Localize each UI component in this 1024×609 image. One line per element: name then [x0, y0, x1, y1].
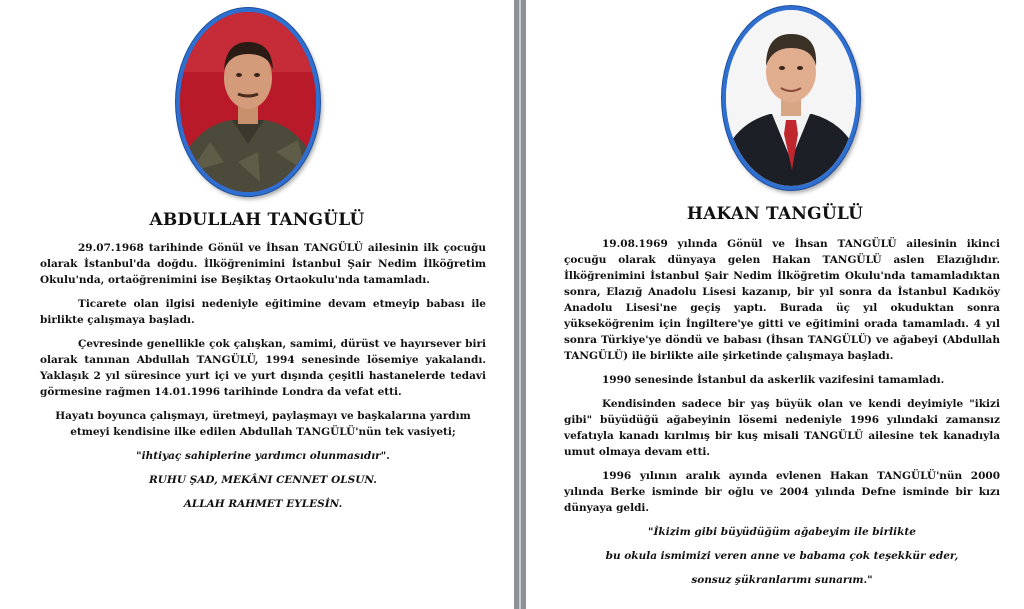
abdullah-prayer-2: ALLAH RAHMET EYLESİN.: [183, 498, 343, 510]
hakan-portrait-photo: [722, 6, 860, 190]
hakan-quote-line-1: "İkizim gibi büyüdüğüm ağabeyim ile birlikte: [648, 526, 916, 538]
hakan-bio-paragraph-2: 1990 senesinde İstanbul da askerlik vazifesini tamamladı.: [602, 374, 945, 386]
abdullah-will-quote: "ihtiyaç sahiplerine yardımcı olunmasıdır".: [136, 450, 390, 462]
hakan-bio-paragraph-4: 1996 yılının aralık ayında evlenen Hakan TANGÜLÜ'nün 2000 yılında Berke isminde bir oğlu ve 2004 yılında Defne isminde bir kızı dünyaya geldi.: [564, 470, 1000, 514]
hakan-bio-paragraph-1: 19.08.1969 yılında Gönül ve İhsan TANGÜLÜ ailesinin ikinci çocuğu olarak dünyaya gelen Hakan TANGÜLÜ aslen Elazığlıdır. İlköğrenimini İstanbul Şair Nedim İlköğretim Okulu'nda tamamladıktan sonra, Elazığ Anadolu Lisesi kazanıp, bir yıl sonra da İstanbul Kadıköy Anadolu Lisesi'ne geçiş yaptı. Burada üç yıl okuduktan sonra yükseköğrenim için İngiltere'ye gitti ve eğitimini orada tamamladı. 4 yıl sonra Türkiye'ye döndü ve babası (İhsan TANGÜLÜ) ve ağabeyi (Abdullah TANGÜLÜ) ile birlikte aile şirketinde çalışmaya başladı.: [564, 238, 1000, 362]
abdullah-prayer-1: RUHU ŞAD, MEKÂNI CENNET OLSUN.: [149, 474, 377, 486]
hakan-quote-line-3: sonsuz şükranlarımı sunarım.": [691, 574, 873, 586]
right-page: [526, 0, 1024, 609]
abdullah-name-heading: ABDULLAH TANGÜLÜ: [149, 210, 365, 230]
abdullah-portrait-photo: [176, 8, 320, 196]
abdullah-bio-paragraph-1: 29.07.1968 tarihinde Gönül ve İhsan TANGÜLÜ ailesinin ilk çocuğu olarak İstanbul'da doğdu. İlköğrenimini İstanbul Şair Nedim İlköğretim Okulu'nda, ortaöğrenimini ise Beşiktaş Ortaokulu'nda tamamladı.: [40, 242, 486, 286]
hakan-quote-line-2: bu okula ismimizi veren anne ve babama çok teşekkür eder,: [605, 550, 959, 562]
abdullah-bio-paragraph-3: Çevresinde genellikle çok çalışkan, samimi, dürüst ve hayırsever biri olarak tanınan Abdullah TANGÜLÜ, 1994 senesinde lösemiye yakalandı. Yaklaşık 2 yıl süresince yurt içi ve yurt dışında çeşitli hastanelerde tedavi görmesine rağmen 14.01.1996 tarihinde Londra da vefat etti.: [40, 338, 486, 398]
abdullah-biography: [40, 240, 486, 520]
hakan-bio-paragraph-3: Kendisinden sadece bir yaş büyük olan ve kendi deyimiyle "ikizi gibi" büyüdüğü ağabeyinin lösemi nedeniyle 1996 yılındaki zamansız vefatıyla kanadı kırılmış bir kuş misali TANGÜLÜ ailesine tek kanadıyla umut olmaya devam etti.: [564, 398, 1000, 458]
abdullah-bio-paragraph-2: Ticarete olan ilgisi nedeniyle eğitimine devam etmeyip babası ile birlikte çalışmaya başladı.: [40, 298, 486, 326]
hakan-portrait-image: [726, 10, 856, 186]
hakan-biography: [564, 236, 1000, 596]
abdullah-bio-paragraph-4: Hayatı boyunca çalışmayı, üretmeyi, paylaşmayı ve başkalarına yardım etmeyi kendisine ilke edilen Abdullah TANGÜLÜ'nün tek vasiyeti;: [55, 410, 471, 438]
hakan-name-heading: HAKAN TANGÜLÜ: [686, 204, 864, 224]
abdullah-portrait-image: [180, 12, 316, 192]
page-gutter-highlight: [519, 0, 521, 609]
